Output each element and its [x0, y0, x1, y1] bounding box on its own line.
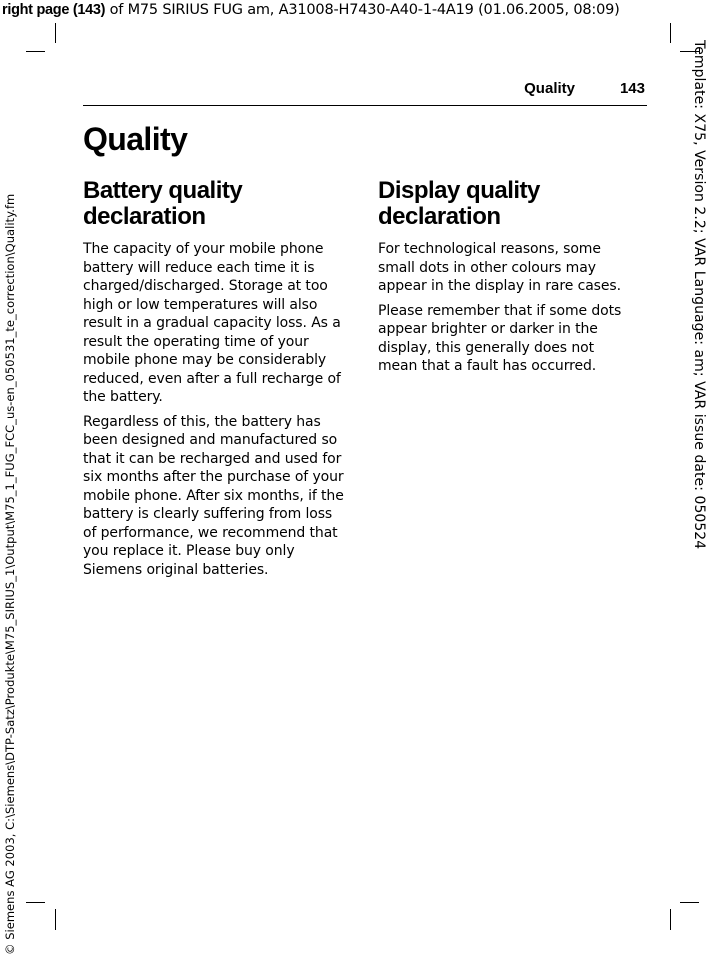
page-number: 143	[619, 80, 645, 97]
print-meta-details: of M75 SIRIUS FUG am, A31008-H7430-A40-1-4A19 (01.06.2005, 08:09)	[105, 2, 620, 18]
crop-mark-bottom-right-vertical	[670, 909, 671, 930]
battery-paragraph-2: Regardless of this, the battery has been designed and manufactured so that it can be recharged and used for six months after the purchase of your mobile phone. After six months, if the battery is clearly suffering from loss of performance, we recommend that you replace it. Please buy only Siemens original batteries.	[83, 413, 344, 578]
print-meta-page-label: right page (143)	[2, 2, 106, 18]
running-header	[440, 80, 647, 108]
page-title: Quality	[83, 121, 188, 157]
crop-mark-bottom-left-vertical	[55, 909, 56, 930]
print-meta-line	[2, 0, 620, 20]
battery-paragraph-1: The capacity of your mobile phone battery will reduce each time it is charged/discharged. Storage at too high or low temperatures will also result in a gradual capacity loss. As a result the operating time of your mobile phone may be considerably reduced, even after a full recharge of the battery.	[83, 241, 341, 405]
display-paragraph-1: For technological reasons, some small dots in other colours may appear in the display in rare cases.	[378, 241, 621, 294]
crop-mark-top-left-vertical	[55, 23, 56, 43]
file-path-vertical: © Siemens AG 2003, C:\Siemens\DTP-Satz\Produkte\M75_SIRIUS_1\Output\M75_1_FUG_FCC_us-en_050531_te_correction\Quality.fm	[3, 193, 17, 955]
running-header-title: Quality	[524, 80, 575, 97]
battery-section	[83, 178, 349, 585]
display-heading: Display quality declaration	[378, 177, 540, 230]
battery-heading: Battery quality declaration	[83, 177, 243, 230]
crop-mark-top-right-vertical	[670, 23, 671, 43]
display-section	[378, 178, 644, 382]
template-info-vertical: Template: X75, Version 2.2; VAR Language: am; VAR issue date: 050524	[691, 40, 707, 550]
display-paragraph-2: Please remember that if some dots appear brighter or darker in the display, this generally does not mean that a fault has occurred.	[378, 302, 622, 374]
header-rule	[83, 105, 647, 106]
crop-mark-top-left-horizontal	[26, 51, 45, 52]
crop-mark-bottom-left-horizontal	[26, 902, 45, 903]
crop-mark-bottom-right-horizontal	[680, 902, 699, 903]
